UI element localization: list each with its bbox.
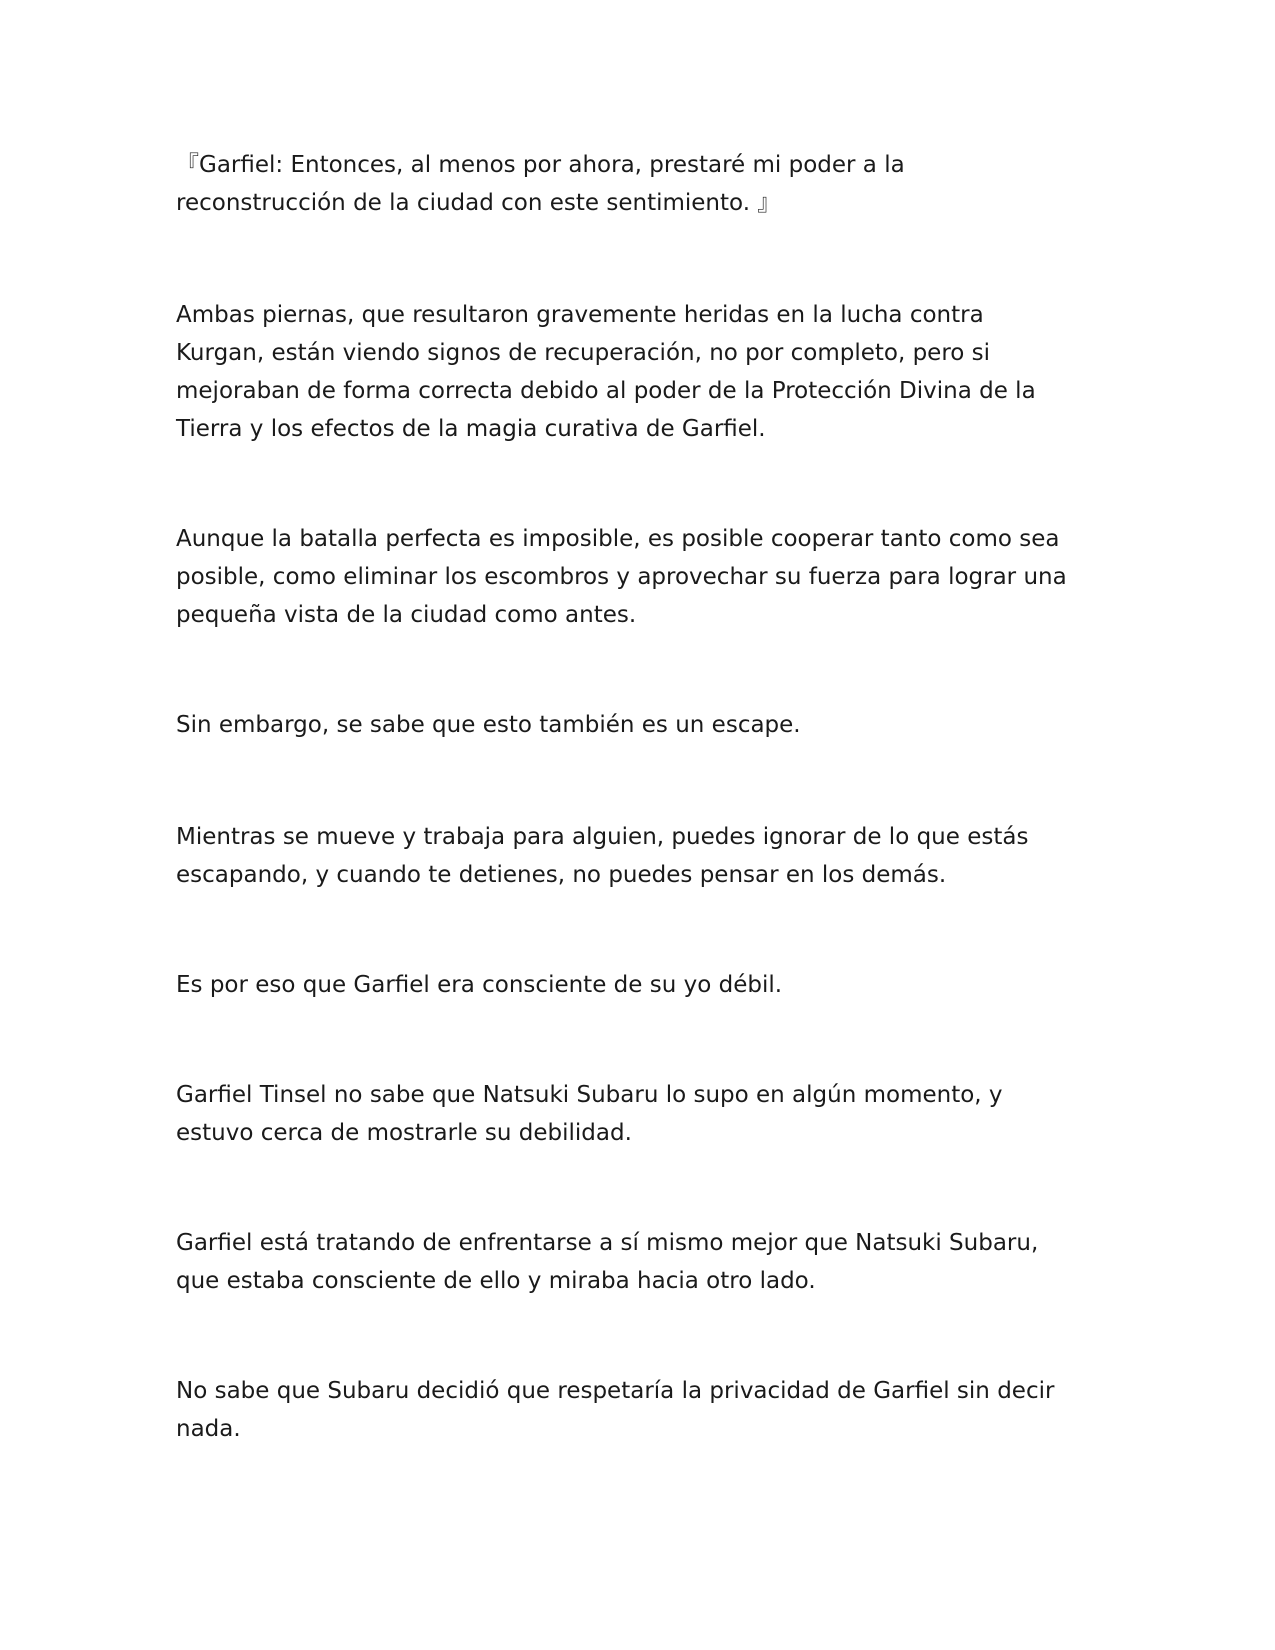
paragraph-5: Mientras se mueve y trabaja para alguien, puedes ignorar de lo que estás escapando, y cuando te detienes, no puedes pensar en los demás. [176, 824, 1029, 888]
paragraph-2: Ambas piernas, que resultaron gravemente heridas en la lucha contra Kurgan, están viendo signos de recuperación, no por completo, pero si mejoraban de forma correcta debido al poder de la Protección Divina de la Tierra y los efectos de la magia curativa de Garfiel. [176, 302, 1036, 442]
paragraph-1: 『Garfiel: Entonces, al menos por ahora, prestaré mi poder a la reconstrucción de la ciudad con este sentimiento. 』 [176, 152, 905, 216]
paragraph-3: Aunque la batalla perfecta es imposible, es posible cooperar tanto como sea posible, como eliminar los escombros y aprovechar su fuerza para lograr una pequeña vista de la ciudad como antes. [176, 526, 1067, 628]
paragraph-8: Garfiel está tratando de enfrentarse a sí mismo mejor que Natsuki Subaru, que estaba consciente de ello y miraba hacia otro lado. [176, 1230, 1039, 1294]
paragraph-6: Es por eso que Garfiel era consciente de su yo débil. [176, 972, 783, 998]
paragraph-7: Garfiel Tinsel no sabe que Natsuki Subaru lo supo en algún momento, y estuvo cerca de mostrarle su debilidad. [176, 1082, 1003, 1146]
paragraph-4: Sin embargo, se sabe que esto también es un escape. [176, 712, 801, 738]
paragraph-9: No sabe que Subaru decidió que respetaría la privacidad de Garfiel sin decir nada. [176, 1378, 1055, 1442]
